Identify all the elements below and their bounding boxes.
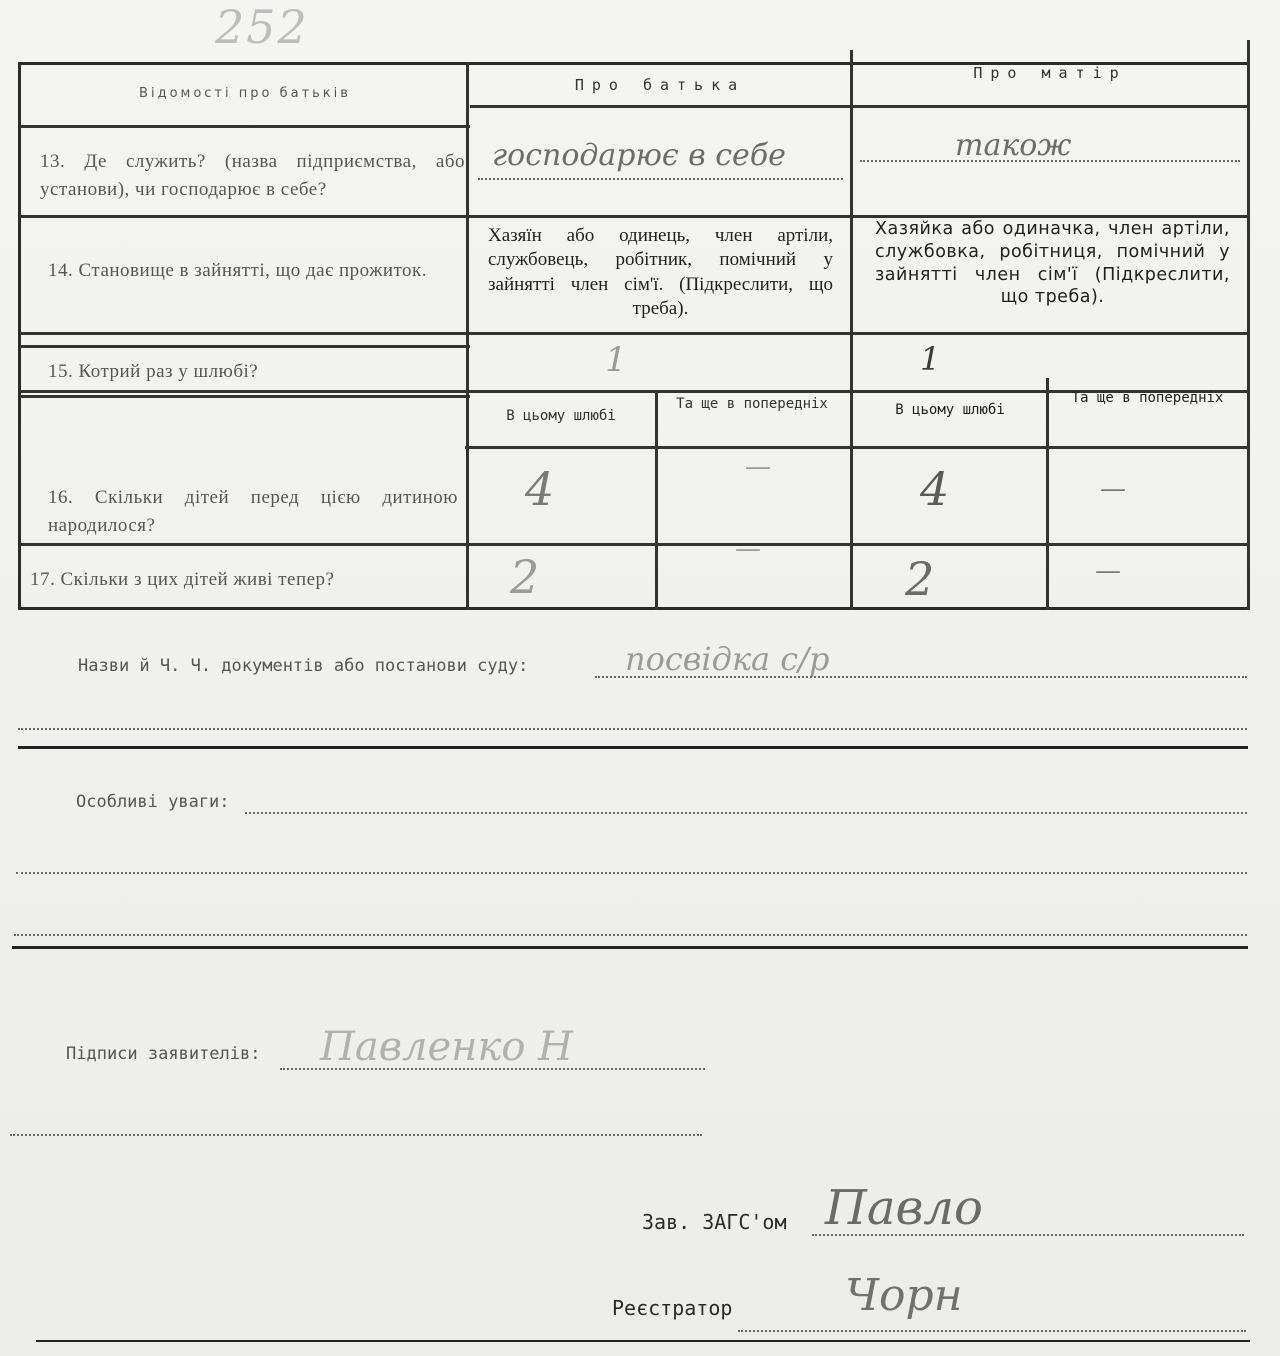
documents-value: посвідка с/р: [625, 640, 830, 678]
documents-label: Назви й Ч. Ч. документів або постанови суду:: [78, 656, 529, 676]
q14-father-options: Хазяїн або одинець, член артіли, службовець, робітник, помічний у зайнятті член сім'ї. (Підкреслити, що треба).: [488, 225, 833, 319]
archive-number: 252: [215, 0, 309, 54]
table-rule: [20, 345, 470, 348]
applicants-line: [280, 1068, 705, 1070]
q17-mother-this: 2: [905, 552, 935, 606]
q15-father-answer: 1: [605, 340, 627, 380]
table-rule: [465, 446, 1250, 449]
q16-father-prev: —: [745, 452, 771, 482]
head-label: Зав. ЗАГС'ом: [642, 1210, 787, 1234]
applicants-line-2: [10, 1134, 702, 1136]
bottom-rule: [36, 1340, 1250, 1342]
applicants-label: Підписи заявителів:: [66, 1044, 261, 1064]
registrar-label: Реєстратор: [612, 1296, 733, 1320]
subheader-father-this: В цьому шлюбі: [506, 408, 616, 424]
table-rule: [20, 125, 470, 128]
q16-father-this: 4: [525, 462, 555, 516]
table-rule: [20, 395, 470, 398]
header-mother: Про матір: [973, 64, 1127, 82]
table-rule: [20, 332, 1250, 335]
registrar-signature: Чорн: [845, 1270, 963, 1321]
q17-mother-prev: —: [1095, 556, 1121, 586]
header-father: Про батька: [574, 76, 746, 94]
q14-mother-options: Хазяйка або одиначка, член артіли, службовка, робітниця, помічний у зайнятті член сім'ї (Підкреслити, що треба).: [875, 219, 1230, 308]
head-line: [812, 1234, 1244, 1236]
q13-mother-answer: також: [955, 128, 1072, 163]
q15-mother-answer: 1: [920, 340, 941, 378]
table-rule: [850, 50, 853, 610]
header-info: Відомості про батьків: [139, 86, 351, 101]
table-rule: [470, 105, 1250, 108]
q17-father-this: 2: [510, 550, 540, 604]
table-rule: [466, 62, 469, 610]
q17-label: 17. Скільки з цих дітей живі тепер?: [30, 569, 335, 590]
table-rule: [1046, 378, 1049, 610]
subheader-mother-prev: Та ще в попередніх: [1071, 390, 1224, 406]
answer-line: [860, 160, 1240, 162]
q17-father-prev: —: [735, 534, 761, 564]
section-rule: [18, 746, 1248, 749]
applicants-signature: Павленко Н: [320, 1024, 574, 1070]
q13-label: 13. Де служить? (назва підприємства, або установи), чи господарює в себе?: [40, 151, 465, 200]
remarks-line: [245, 812, 1247, 814]
q16-mother-this: 4: [920, 462, 950, 516]
documents-line: [595, 676, 1247, 678]
documents-line-2: [18, 728, 1247, 730]
table-rule: [1247, 40, 1250, 610]
q13-father-answer: господарює в себе: [492, 138, 786, 173]
registrar-line: [738, 1330, 1246, 1332]
remarks-line-2: [16, 872, 1247, 874]
q16-mother-prev: —: [1100, 474, 1126, 504]
table-rule: [20, 543, 1250, 546]
q15-label: 15. Котрий раз у шлюбі?: [48, 361, 259, 382]
q14-label: 14. Становище в зайнятті, що дає прожиток.: [48, 260, 428, 281]
answer-line: [478, 178, 843, 180]
remarks-line-3: [14, 934, 1247, 936]
remarks-label: Особливі уваги:: [76, 792, 230, 812]
subheader-father-prev: Та ще в попередніх: [676, 396, 828, 412]
subheader-mother-this: В цьому шлюбі: [895, 402, 1005, 418]
section-rule: [12, 946, 1248, 949]
table-rule: [655, 390, 658, 610]
head-signature: Павло: [825, 1180, 983, 1236]
q16-label: 16. Скільки дітей перед цією дитиною народилося?: [48, 487, 458, 536]
